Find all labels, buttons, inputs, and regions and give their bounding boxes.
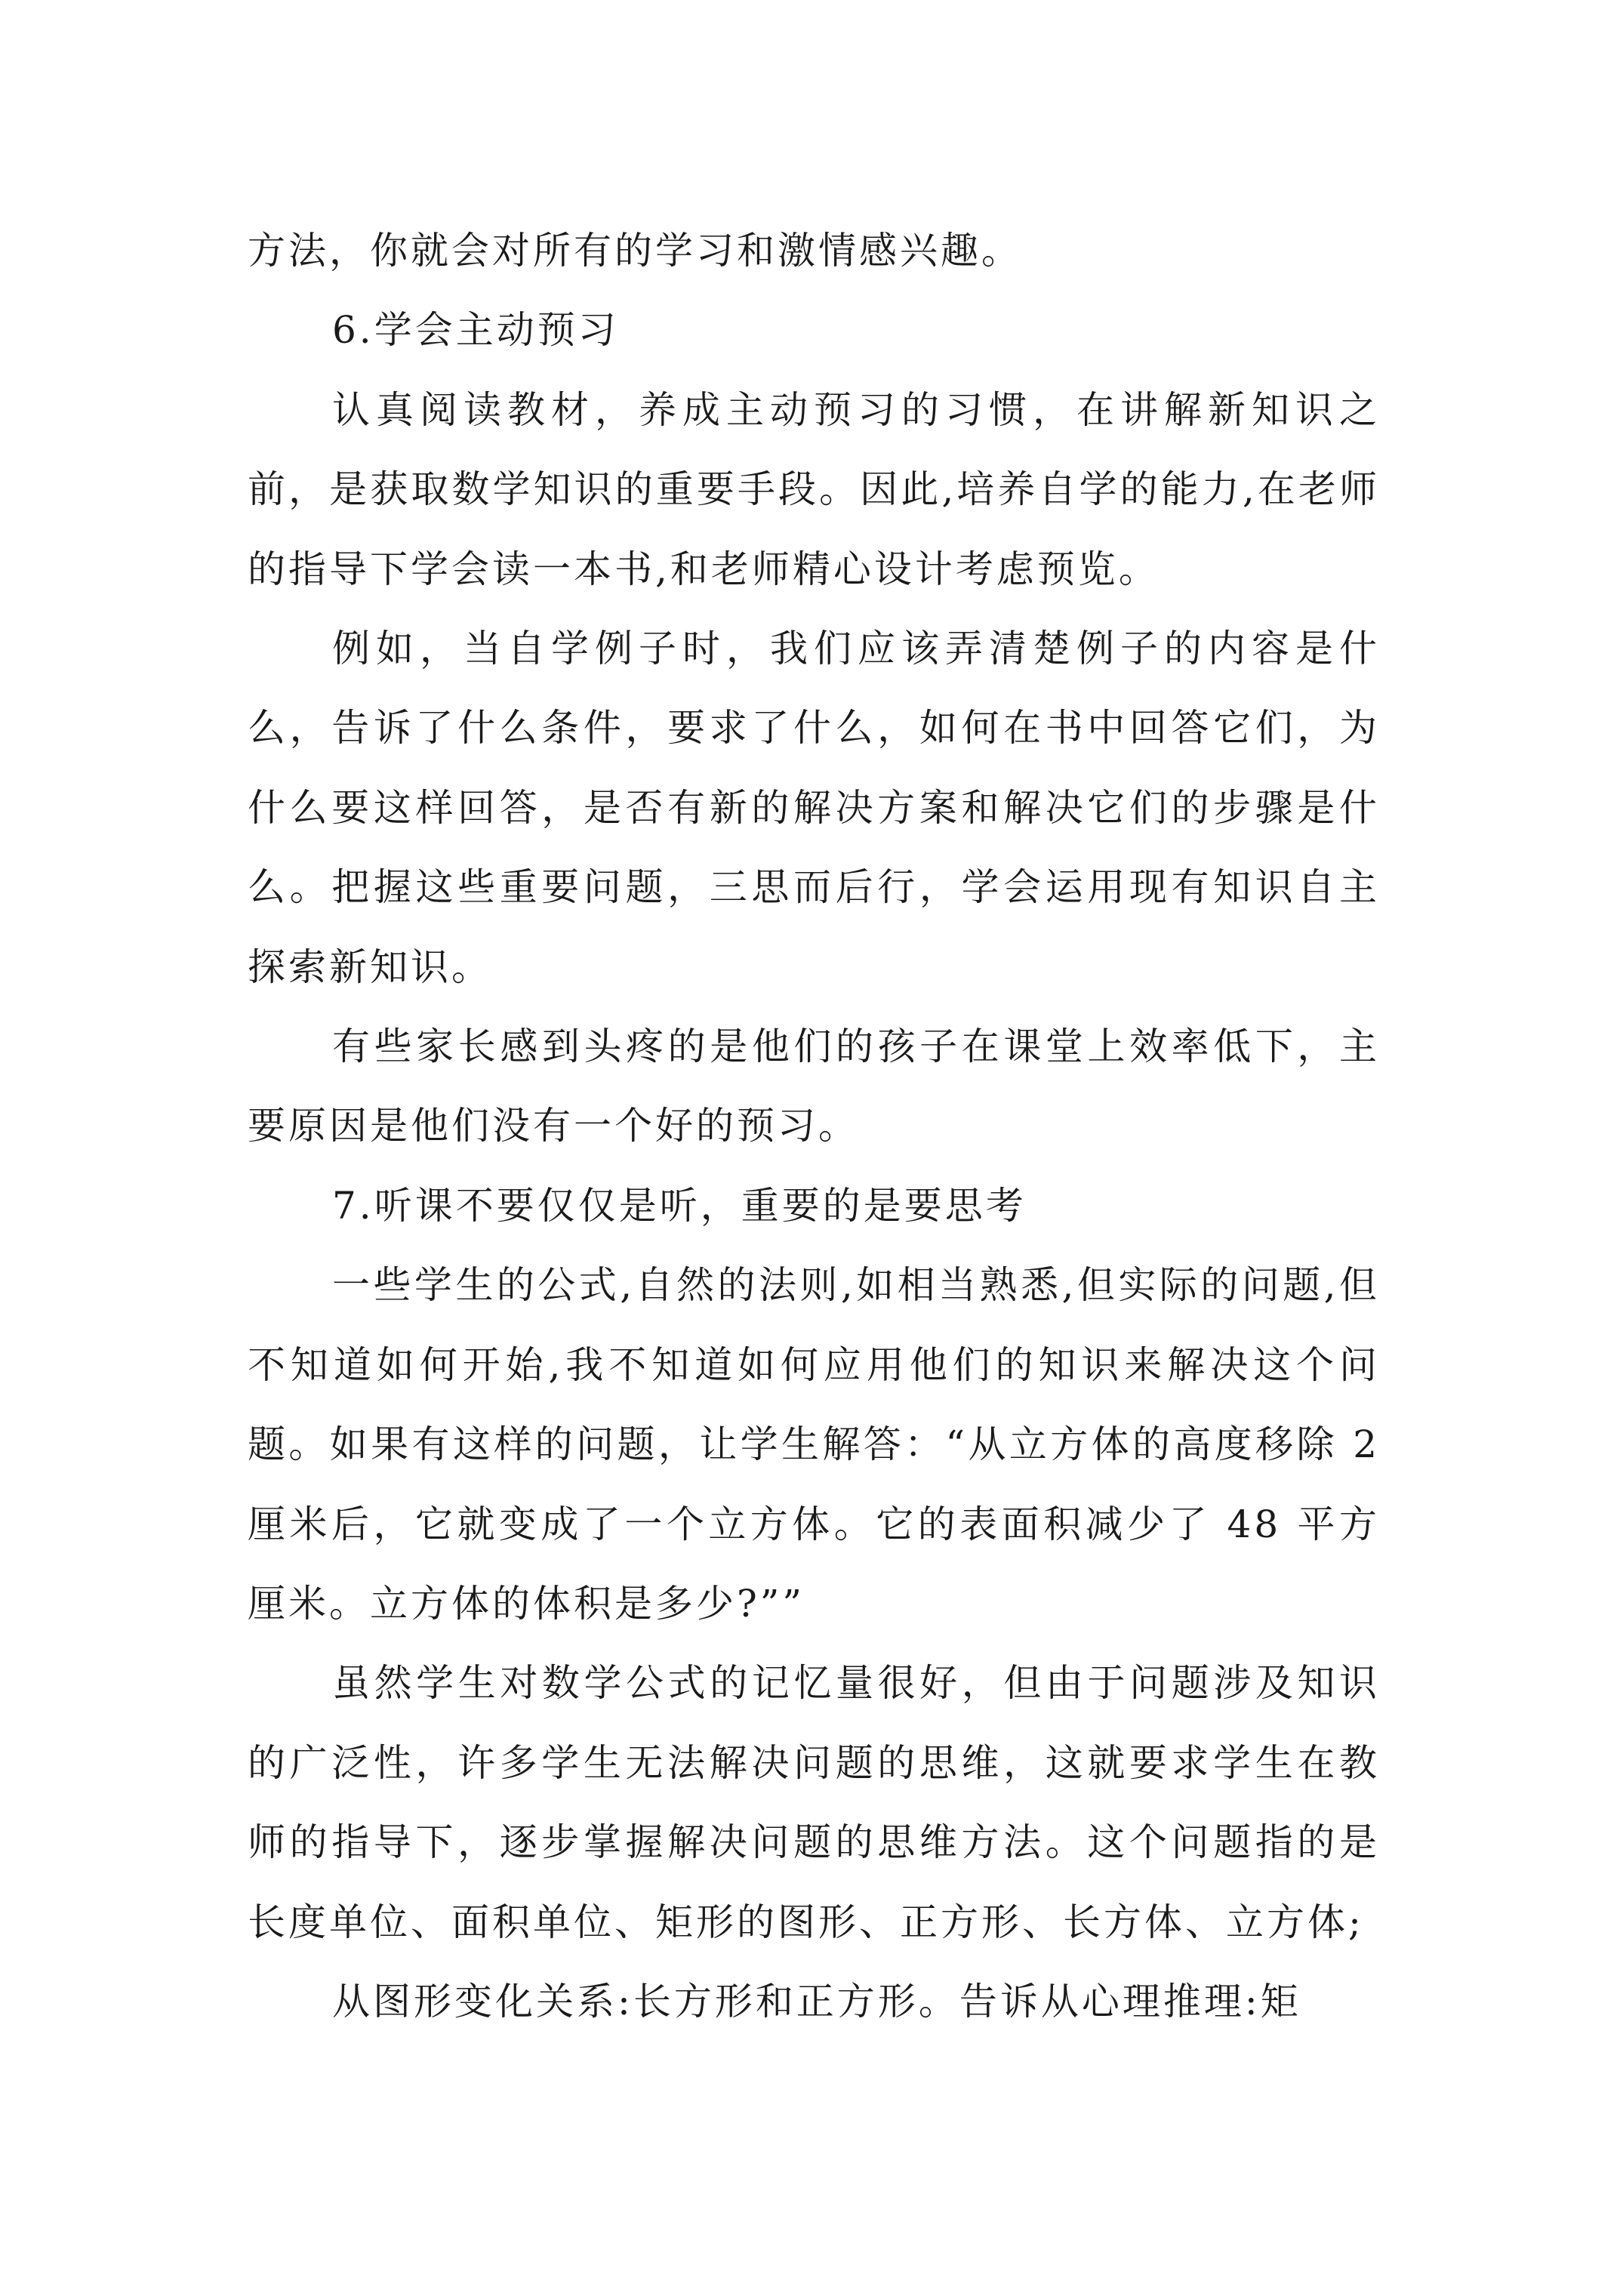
section-heading: 7.听课不要仅仅是听，重要的是要思考	[332, 1183, 1027, 1228]
document-body	[248, 211, 1380, 2042]
paragraph: 虽然学生对数学公式的记忆量很好，但由于问题涉及知识的广泛性，许多学生无法解决问题的思维，这就要求学生在教师的指导下，逐步掌握解决问题的思维方法。这个问题指的是长度单位、面积单位、矩形的图形、正方形、长方体、立方体;	[248, 1661, 1380, 1944]
paragraph: 一些学生的公式,自然的法则,如相当熟悉,但实际的问题,但不知道如何开始,我不知道如何应用他们的知识来解决这个问题。如果有这样的问题，让学生解答：“从立方体的高度移除 2 厘米后，它就变成了一个立方体。它的表面积减少了 48 平方厘米。立方体的体积是多少?””	[248, 1263, 1380, 1626]
section-heading: 6.学会主动预习	[332, 308, 619, 353]
paragraph: 例如，当自学例子时，我们应该弄清楚例子的内容是什么，告诉了什么条件，要求了什么，如何在书中回答它们，为什么要这样回答，是否有新的解决方案和解决它们的步骤是什么。把握这些重要问题，三思而后行，学会运用现有知识自主探索新知识。	[248, 627, 1380, 989]
paragraph: 方法，你就会对所有的学习和激情感兴趣。	[248, 229, 1022, 273]
paragraph: 认真阅读教材，养成主动预习的习惯，在讲解新知识之前，是获取数学知识的重要手段。因此,培养自学的能力,在老师的指导下学会读一本书,和老师精心设计考虑预览。	[248, 387, 1380, 591]
paragraph: 有些家长感到头疼的是他们的孩子在课堂上效率低下，主要原因是他们没有一个好的预习。	[248, 1025, 1380, 1148]
paragraph: 从图形变化关系:长方形和正方形。告诉从心理推理:矩	[332, 1979, 1301, 2023]
